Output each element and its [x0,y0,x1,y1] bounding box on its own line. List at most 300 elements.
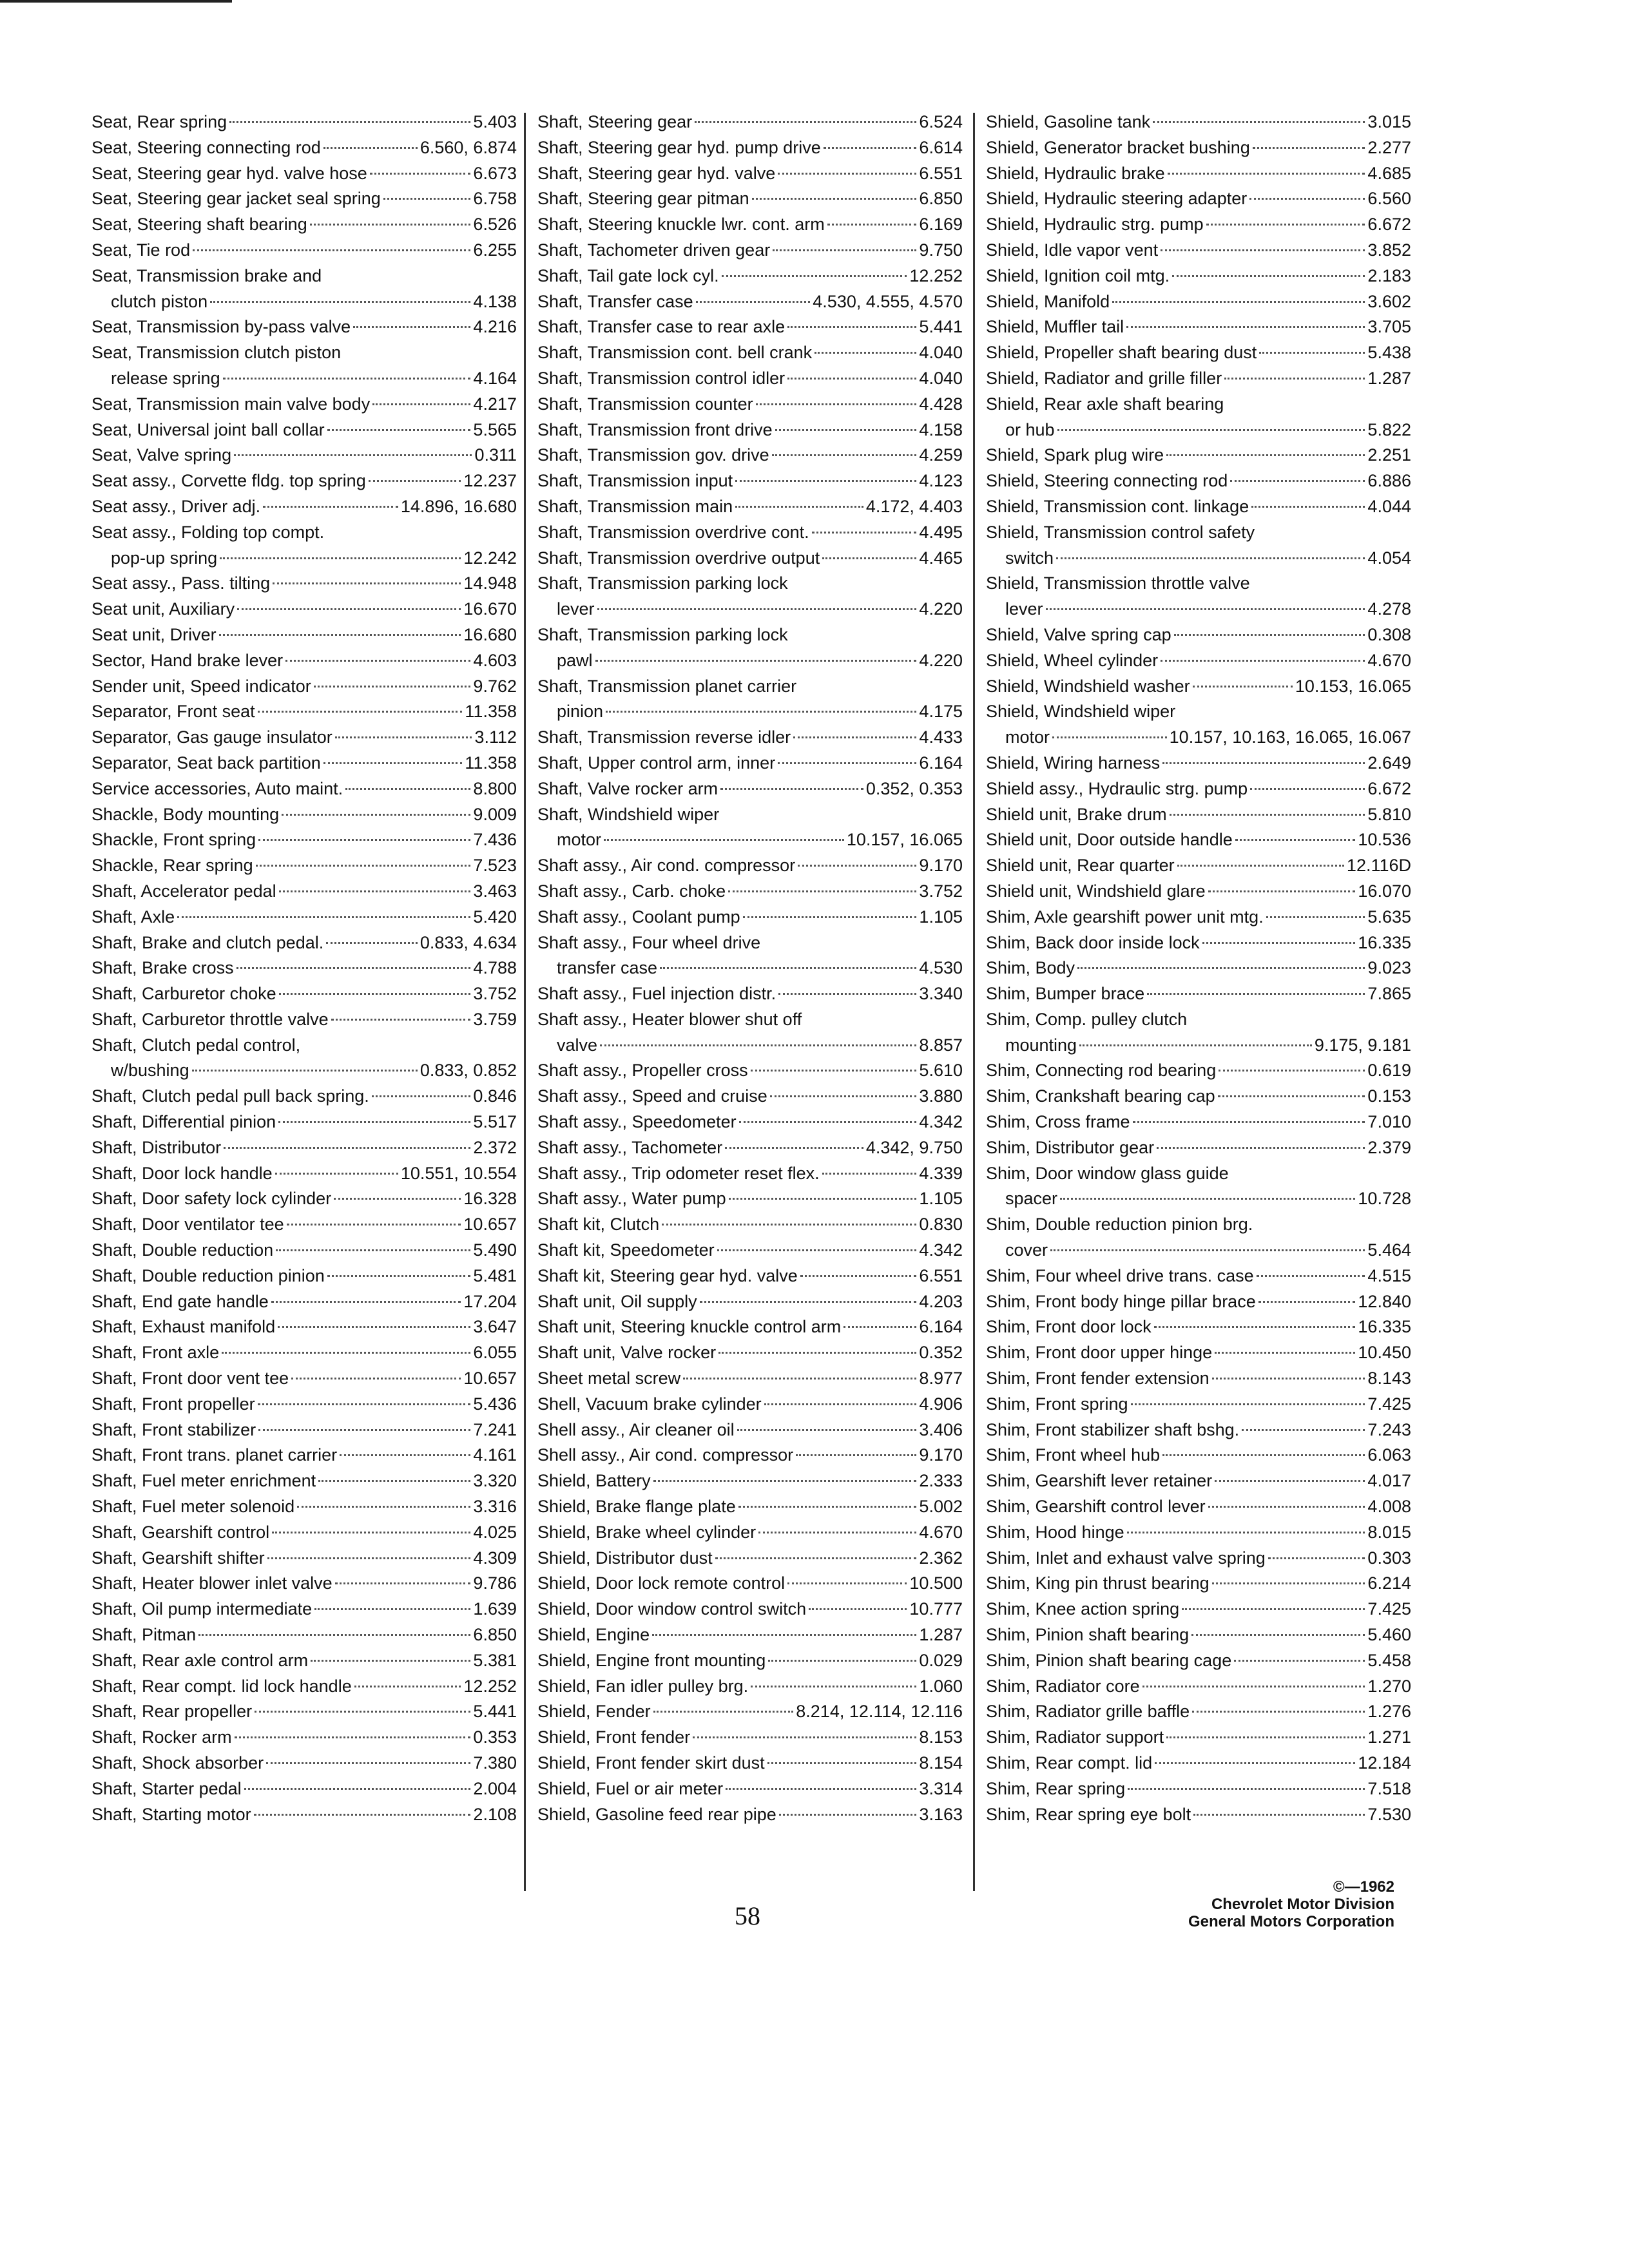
entry-title: Shaft, Front door vent tee [92,1369,289,1389]
entry-title: Shaft, Rear axle control arm [92,1650,309,1670]
entry-reference: 12.252 [909,265,963,285]
entry-reference: 10.450 [1358,1343,1411,1363]
entry-title: Seat, Steering gear jacket seal spring [92,189,381,209]
entry-continuation: clutch piston [111,291,208,311]
index-entry [537,468,963,494]
entry-reference: 6.524 [919,112,963,131]
entry-title: Shield, Valve spring cap [986,624,1171,644]
entry-reference: 4.008 [1367,1497,1411,1517]
entry-reference: 7.523 [473,856,517,876]
leader-dots [198,1634,470,1636]
entry-title: Shim, Rear compt. lid [986,1753,1153,1773]
leader-dots [1079,1044,1312,1046]
entry-reference: 11.358 [465,753,517,773]
leader-dots [1153,121,1365,123]
entry-reference: 12.237 [463,471,517,491]
index-entry [92,1186,517,1212]
entry-title: Seat, Steering connecting rod [92,137,321,157]
entry-reference: 3.112 [474,727,517,747]
entry-reference: 3.320 [473,1471,517,1491]
leader-dots [1172,275,1365,277]
entry-reference: 4.530, 4.555, 4.570 [813,291,963,311]
entry-title: Shaft, Transmission parking lock [537,624,788,644]
index-entry [537,186,963,212]
entry-title: Shield, Gasoline feed rear pipe [537,1804,776,1824]
index-entry [92,1571,517,1597]
entry-title: Shield, Transmission cont. linkage [986,496,1249,516]
entry-reference: 8.153 [919,1727,963,1747]
entry-reference: 4.044 [1367,496,1411,516]
entry-title: Shim, Front spring [986,1394,1128,1414]
entry-title: Shield, Front fender skirt dust [537,1753,765,1773]
leader-dots [758,1532,916,1533]
entry-reference: 4.025 [473,1522,517,1542]
entry-title: Shield unit, Rear quarter [986,856,1175,876]
entry-reference: 4.123 [919,471,963,491]
entry-reference: 10.657 [463,1215,517,1235]
entry-title: Shaft, Front trans. planet carrier [92,1445,338,1465]
index-entry [986,1571,1411,1597]
entry-continuation: or hub [1005,419,1055,439]
entry-title: Shield, Distributor dust [537,1548,713,1568]
entry-title: Shim, Door window glass guide [986,1163,1229,1183]
entry-reference: 4.515 [1367,1265,1411,1285]
entry-title: Shield, Transmission control safety [986,522,1255,542]
entry-title: Shim, Front wheel hub [986,1445,1161,1465]
leader-dots [1128,1788,1365,1790]
entry-reference: 0.029 [919,1650,963,1670]
index-entry [92,802,517,828]
entry-reference: 2.183 [1367,265,1411,285]
index-entry [537,1597,963,1622]
entry-title: Shaft assy., Heater blower shut off [537,1009,802,1029]
leader-dots [695,121,916,123]
index-entry [986,1494,1411,1520]
leader-dots [715,1557,917,1559]
entry-continuation: w/bushing [111,1061,189,1081]
index-entry [986,212,1411,238]
entry-reference: 4.342 [919,1112,963,1132]
entry-continuation: transfer case [557,958,658,978]
leader-dots [779,1814,917,1816]
entry-title: Shaft, Door lock handle [92,1163,273,1183]
entry-reference: 16.335 [1358,932,1411,952]
index-entry [986,1084,1411,1110]
leader-dots [258,839,470,841]
entry-title: Shaft, Valve rocker arm [537,778,718,798]
entry-reference: 5.441 [919,317,963,337]
index-entry [986,1674,1411,1700]
leader-dots [267,1557,471,1559]
entry-title: Shaft, Upper control arm, inner [537,753,776,773]
entry-title: Shaft, End gate handle [92,1291,269,1311]
leader-dots [787,378,916,380]
entry-continuation: spacer [1005,1189,1058,1209]
entry-reference: 10.728 [1358,1189,1411,1209]
entry-reference: 4.040 [919,343,963,363]
entry-reference: 7.530 [1367,1804,1411,1824]
leader-dots [1215,1352,1355,1354]
index-entry [986,1289,1411,1315]
leader-dots [334,1198,461,1200]
leader-dots [1224,378,1365,380]
leader-dots [729,1198,917,1200]
entry-title: Shaft, Transmission control idler [537,368,786,388]
index-entry [986,238,1411,264]
index-entry [92,468,517,494]
leader-dots [279,890,471,892]
entry-continuation: release spring [111,368,220,388]
entry-reference: 8.143 [1367,1369,1411,1389]
leader-dots [1251,506,1365,508]
leader-dots [1208,890,1356,892]
leader-dots [718,1352,916,1354]
index-entry [986,468,1411,494]
entry-title: Shim, Axle gearshift power unit mtg. [986,907,1264,927]
entry-reference: 4.054 [1367,548,1411,568]
index-entry [537,494,963,520]
index-entry [92,930,517,956]
index-entry [92,1802,517,1828]
leader-dots [1212,1378,1365,1379]
entry-title: Shaft assy., Coolant pump [537,907,740,927]
entry-reference: 0.352, 0.353 [865,778,963,798]
entry-title: Shaft, Door ventilator tee [92,1215,284,1235]
entry-reference: 10.777 [909,1599,963,1619]
index-entry [537,1135,963,1161]
index-entry [537,418,963,443]
entry-continuation: cover [1005,1240,1048,1260]
index-entry [986,443,1411,468]
leader-dots [1168,173,1365,175]
leader-dots [335,1582,471,1584]
entry-reference: 5.458 [1367,1650,1411,1670]
leader-dots [815,352,916,354]
leader-dots [1112,301,1365,303]
entry-title: Shim, Distributor gear [986,1137,1155,1157]
index-entry [92,674,517,700]
index-entry [986,1597,1411,1622]
entry-reference: 4.530 [919,958,963,978]
index-entry [92,1289,517,1315]
index-entry [92,1135,517,1161]
index-entry [92,186,517,212]
leader-dots [1234,1660,1365,1662]
entry-continuation: pawl [557,650,593,670]
leader-dots [827,224,917,226]
entry-reference: 5.460 [1367,1625,1411,1645]
leader-dots [234,454,472,456]
entry-title: Shim, Connecting rod bearing [986,1061,1217,1081]
entry-reference: 4.339 [919,1163,963,1183]
leader-dots [778,993,916,995]
index-entry [537,981,963,1007]
index-entry [537,366,963,392]
index-entry [537,1212,963,1238]
leader-dots [258,1403,471,1405]
entry-reference: 9.762 [473,676,517,696]
entry-reference: 5.481 [473,1265,517,1285]
entry-continuation: pinion [557,702,604,722]
index-entry [537,1648,963,1674]
index-entry [986,1135,1411,1161]
leader-dots [272,1532,470,1533]
index-entry [986,1366,1411,1392]
index-entry [986,392,1411,443]
index-entry [537,392,963,418]
entry-reference: 10.153, 16.065 [1295,676,1411,696]
index-entry [92,1264,517,1289]
entry-reference: 8.800 [473,778,517,798]
entry-title: Shield, Hydraulic steering adapter [986,189,1248,209]
entry-reference: 6.164 [919,1317,963,1337]
leader-dots [327,429,471,431]
entry-reference: 3.759 [473,1009,517,1029]
entry-title: Shim, Rear spring [986,1778,1126,1798]
leader-dots [653,1711,794,1713]
leader-dots [1218,1095,1365,1097]
index-entry [92,135,517,161]
entry-reference: 1.105 [919,907,963,927]
entry-title: Shield, Front fender [537,1727,691,1747]
index-entry [92,1238,517,1264]
entry-reference: 12.252 [463,1676,517,1696]
entry-title: Shield, Hydraulic brake [986,163,1165,183]
leader-dots [220,557,461,559]
entry-reference: 9.023 [1367,958,1411,978]
leader-dots [1206,224,1365,226]
index-entry [986,827,1411,853]
entry-title: Seat assy., Driver adj. [92,496,261,516]
entry-title: Shaft, Brake cross [92,958,234,978]
entry-reference: 4.342, 9.750 [865,1137,963,1157]
leader-dots [1208,1506,1365,1508]
entry-title: Shield, Engine front mounting [537,1650,766,1670]
index-entry [986,956,1411,981]
entry-title: Shield, Door lock remote control [537,1573,786,1593]
entry-reference: 4.217 [473,394,517,414]
entry-title: Shaft, Front axle [92,1343,220,1363]
entry-title: Shim, Front fender extension [986,1369,1210,1389]
index-entry [92,622,517,648]
leader-dots [1212,1582,1365,1584]
entry-title: Shim, Comp. pulley clutch [986,1009,1188,1029]
leader-dots [327,1275,471,1277]
leader-dots [275,1173,398,1175]
entry-reference: 3.015 [1367,112,1411,131]
index-entry [537,1238,963,1264]
entry-reference: 1.639 [473,1599,517,1619]
entry-reference: 0.311 [474,445,517,465]
entry-reference: 4.465 [919,548,963,568]
leader-dots [1193,1814,1365,1816]
entry-reference: 0.303 [1367,1548,1411,1568]
leader-dots [276,1249,470,1251]
entry-title: Shaft unit, Oil supply [537,1291,697,1311]
leader-dots [1170,814,1365,816]
leader-dots [662,1224,916,1225]
leader-dots [1166,454,1365,456]
entry-title: Shaft unit, Valve rocker [537,1343,717,1363]
entry-title: Shaft, Transmission overdrive cont. [537,522,809,542]
entry-title: Shim, Bumper brace [986,984,1145,1004]
entry-title: Shield unit, Door outside handle [986,830,1233,850]
leader-dots [696,301,811,303]
leader-dots [1268,1557,1365,1559]
index-entry [92,1622,517,1648]
leader-dots [282,814,470,816]
entry-title: Shaft, Transmission planet carrier [537,676,797,696]
entry-continuation: motor [1005,727,1050,747]
entry-reference: 9.170 [919,856,963,876]
entry-reference: 1.271 [1367,1727,1411,1747]
entry-title: Shim, King pin thrust bearing [986,1573,1210,1593]
leader-dots [1056,557,1365,559]
entry-title: Shield, Muffler tail [986,317,1124,337]
index-entry [537,520,963,546]
index-entry [537,1622,963,1648]
entry-reference: 8.154 [919,1753,963,1773]
index-entry [92,1699,517,1725]
leader-dots [370,173,471,175]
leader-dots [735,506,863,508]
index-entry [92,1494,517,1520]
entry-title: Shaft, Brake and clutch pedal. [92,932,324,952]
leader-dots [843,1326,916,1328]
index-entry [92,1212,517,1238]
entry-reference: 2.333 [919,1471,963,1491]
entry-reference: 4.259 [919,445,963,465]
entry-title: Shield, Generator bracket bushing [986,137,1250,157]
leader-dots [331,1019,471,1021]
index-entry [986,340,1411,366]
entry-reference: 9.170 [919,1445,963,1465]
entry-title: Shield, Ignition coil mtg. [986,265,1170,285]
leader-dots [266,1762,470,1764]
entry-title: Shaft, Transmission counter [537,394,753,414]
index-entry [986,853,1411,879]
leader-dots [353,326,470,328]
entry-title: Shaft, Clutch pedal pull back spring. [92,1086,369,1106]
index-entry [986,1546,1411,1571]
page-number: 58 [735,1901,760,1930]
leader-dots [1174,634,1365,636]
entry-reference: 3.163 [919,1804,963,1824]
entry-title: Shield, Hydraulic strg. pump [986,215,1204,235]
entry-title: Shaft, Fuel meter solenoid [92,1497,295,1517]
leader-dots [778,762,916,764]
index-entry [537,1186,963,1212]
entry-title: Shaft, Gearshift control [92,1522,270,1542]
entry-title: Shim, Rear spring eye bolt [986,1804,1191,1824]
entry-title: Separator, Gas gauge insulator [92,727,333,747]
index-entry [986,1264,1411,1289]
entry-title: Shaft, Rocker arm [92,1727,232,1747]
leader-dots [369,480,461,482]
leader-dots [793,736,916,738]
entry-title: Shaft, Double reduction pinion [92,1265,325,1285]
entry-reference: 2.362 [919,1548,963,1568]
entry-reference: 5.810 [1367,804,1411,824]
leader-dots [297,1506,470,1508]
index-entry [537,1084,963,1110]
leader-dots [1242,1429,1365,1431]
index-entry [92,1110,517,1135]
entry-reference: 3.752 [919,881,963,901]
leader-dots [652,1634,916,1636]
index-entry [986,776,1411,802]
entry-reference: 0.833, 0.852 [419,1061,517,1081]
entry-title: Shaft, Rear compt. lid lock handle [92,1676,352,1696]
index-entry [537,161,963,187]
leader-dots [796,1454,916,1456]
entry-title: Seat, Steering gear hyd. valve hose [92,163,367,183]
index-entry [986,1648,1411,1674]
leader-dots [1077,967,1365,969]
entry-reference: 4.342 [919,1240,963,1260]
index-entry [986,1622,1411,1648]
entry-title: Shaft assy., Speed and cruise [537,1086,767,1106]
index-entry [537,1340,963,1366]
entry-title: Shaft, Transmission cont. bell crank [537,343,813,363]
entry-reference: 4.175 [919,702,963,722]
index-entry [986,1058,1411,1084]
index-entry [92,956,517,981]
index-entry [986,1314,1411,1340]
index-entry [537,930,963,982]
column-divider [973,113,975,1891]
leader-dots [335,736,472,738]
entry-reference: 6.063 [1367,1445,1411,1465]
index-entry [537,1571,963,1597]
leader-dots [735,480,916,482]
index-entry [92,879,517,905]
entry-title: Shaft, Front stabilizer [92,1419,256,1439]
leader-dots [1147,993,1365,995]
index-entry [92,751,517,776]
leader-dots [738,1506,917,1508]
entry-reference: 14.948 [463,573,517,593]
leader-dots [1127,1532,1365,1533]
leader-dots [717,1249,917,1251]
entry-reference: 3.340 [919,984,963,1004]
leader-dots [606,711,916,713]
leader-dots [345,788,470,790]
index-entry [537,1007,963,1059]
entry-reference: 3.316 [473,1497,517,1517]
entry-reference: 4.172, 4.403 [865,496,963,516]
entry-reference: 16.328 [463,1189,517,1209]
entry-title: Separator, Seat back partition [92,753,321,773]
leader-dots [258,1429,470,1431]
entry-title: Shaft kit, Clutch [537,1215,660,1235]
entry-title: Shaft, Heater blower inlet valve [92,1573,333,1593]
entry-reference: 6.850 [473,1625,517,1645]
entry-title: Shaft, Distributor [92,1137,222,1157]
entry-reference: 1.287 [1367,368,1411,388]
index-entry [537,725,963,751]
entry-continuation: lever [557,599,595,619]
index-entry [92,520,517,572]
leader-dots [1060,1198,1355,1200]
leader-dots [236,967,471,969]
entry-title: Shaft, Transmission reverse idler [537,727,791,747]
entry-reference: 5.403 [473,112,517,131]
entry-title: Shaft, Accelerator pedal [92,881,276,901]
entry-title: Service accessories, Auto maint. [92,778,343,798]
leader-dots [1154,1326,1356,1328]
index-entry [537,212,963,238]
